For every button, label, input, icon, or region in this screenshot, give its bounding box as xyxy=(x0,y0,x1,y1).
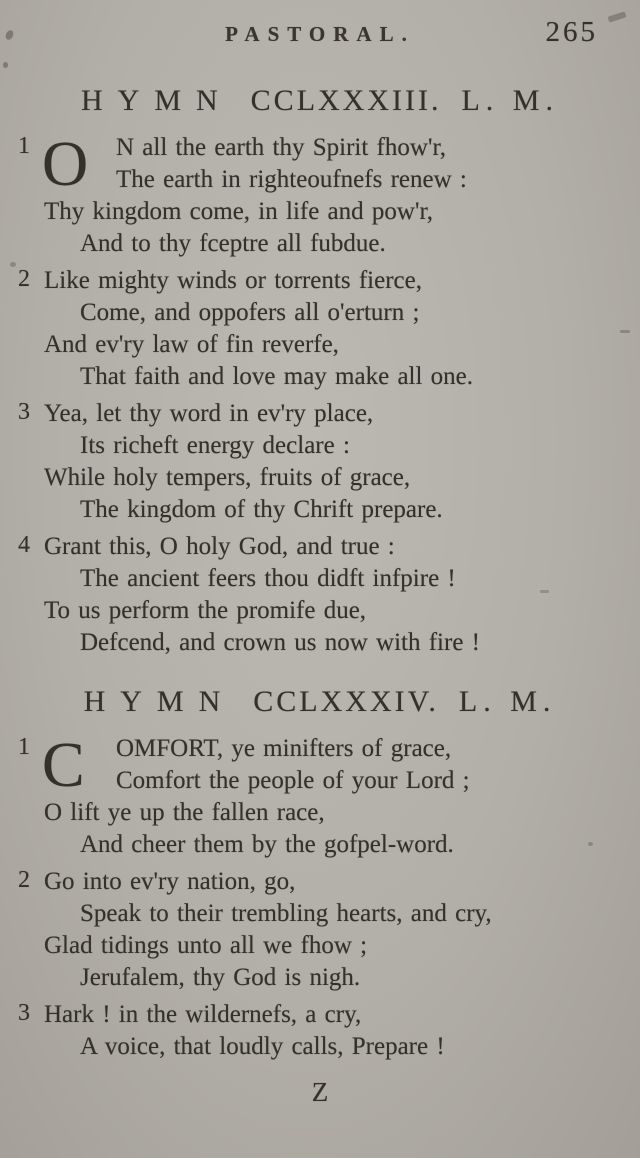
verse-lines xyxy=(26,866,614,994)
verse-line: Yea, let thy word in ev'ry place, xyxy=(44,400,374,427)
verse-number: 3 xyxy=(18,399,30,425)
verse-lines xyxy=(26,265,614,393)
hymn-title-meter: L. M. xyxy=(458,685,557,718)
verse-lines xyxy=(26,398,614,526)
verse-line: The earth in righteoufnefs renew : xyxy=(116,166,467,193)
drop-cap: C xyxy=(42,729,85,800)
verse xyxy=(18,866,614,994)
scan-speck xyxy=(620,330,630,333)
verse-line: Speak to their trembling hearts, and cry, xyxy=(80,900,492,927)
verse-line: O lift ye up the fallen race, xyxy=(44,799,325,826)
verse-number: 1 xyxy=(18,133,30,159)
hymns-container xyxy=(18,84,614,1063)
verse-lines xyxy=(26,999,614,1063)
verse-number: 2 xyxy=(18,867,30,893)
scan-speck xyxy=(3,62,8,68)
hymn-title xyxy=(26,84,614,118)
verse-line: To us perform the promife due, xyxy=(44,597,367,624)
verse-line: That faith and love may make all one. xyxy=(80,363,474,390)
verse-number: 2 xyxy=(18,266,30,292)
verse-line: N all the earth thy Spirit fhow'r, xyxy=(116,134,447,161)
scan-speck xyxy=(10,262,16,267)
hymn-title-word: HYMN xyxy=(83,685,236,718)
verse-line: Hark ! in the wildernefs, a cry, xyxy=(44,1001,362,1028)
verse-line: Glad tidings unto all we fhow ; xyxy=(44,932,368,959)
drop-cap: O xyxy=(42,128,89,199)
verse-number: 3 xyxy=(18,1000,30,1026)
verse-line: Comfort the people of your Lord ; xyxy=(116,767,470,794)
verse-line: Come, and oppofers all o'erturn ; xyxy=(80,299,420,326)
verse-number: 4 xyxy=(18,532,30,558)
verse xyxy=(18,398,614,526)
verse-line: Defcend, and crown us now with fire ! xyxy=(80,629,480,656)
verse-lines xyxy=(26,128,614,260)
verse-line: The ancient feers thou didft infpire ! xyxy=(80,565,456,592)
verse xyxy=(18,128,614,260)
section-title: PASTORAL. xyxy=(225,22,415,46)
verse-line: A voice, that loudly calls, Prepare ! xyxy=(80,1033,445,1060)
verse-line: And ev'ry law of fin reverfe, xyxy=(44,331,339,358)
verse-line: Go into ev'ry nation, go, xyxy=(44,868,296,895)
verse-line: The kingdom of thy Chrift prepare. xyxy=(80,496,443,523)
hymn-section xyxy=(18,685,614,1063)
printer-signature-mark: Z xyxy=(311,1077,329,1107)
verse-number: 1 xyxy=(18,734,30,760)
hymn-title-number: CCLXXXIV. xyxy=(253,685,439,718)
verse-line: And to thy fceptre all fubdue. xyxy=(80,230,386,257)
page-number: 265 xyxy=(545,16,598,48)
verse-line: Grant this, O holy God, and true : xyxy=(44,533,395,560)
verse xyxy=(18,265,614,393)
verse-line: Jerufalem, thy God is nigh. xyxy=(80,964,361,991)
running-head xyxy=(26,14,614,54)
hymn-title-number: CCLXXXIII. xyxy=(250,84,442,117)
verse-lines xyxy=(26,729,614,861)
verse-line: Like mighty winds or torrents fierce, xyxy=(44,267,422,294)
hymn-title xyxy=(26,685,614,719)
verse xyxy=(18,531,614,659)
hymn-title-meter: L. M. xyxy=(461,84,559,117)
verse-line: OMFORT, ye minifters of grace, xyxy=(116,735,452,762)
hymn-title-word: HYMN xyxy=(81,84,233,117)
verse-line: While holy tempers, fruits of grace, xyxy=(44,464,411,491)
verse xyxy=(18,729,614,861)
scan-speck xyxy=(4,29,15,41)
verse-line: Its richeft energy declare : xyxy=(80,432,350,459)
verse xyxy=(18,999,614,1063)
verse-line: And cheer them by the gofpel-word. xyxy=(80,831,454,858)
verse-lines xyxy=(26,531,614,659)
verse-line: Thy kingdom come, in life and pow'r, xyxy=(44,198,434,225)
hymn-section xyxy=(18,84,614,659)
